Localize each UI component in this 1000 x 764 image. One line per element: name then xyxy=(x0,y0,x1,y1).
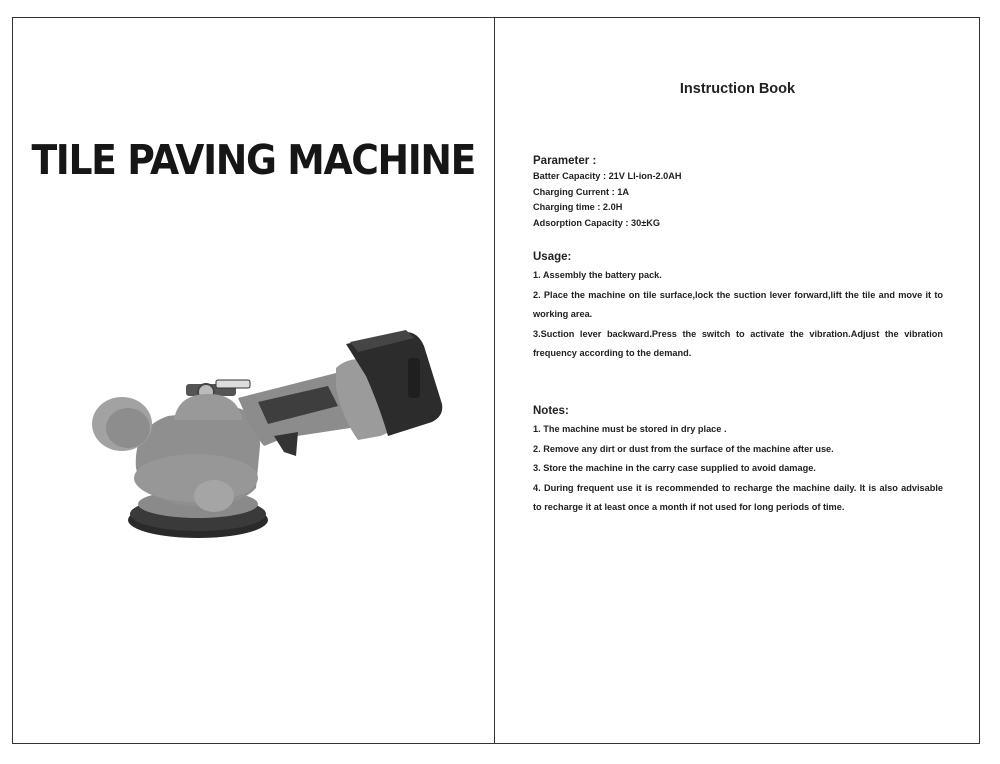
notes-item: 1. The machine must be stored in dry place . xyxy=(533,424,727,434)
parameter-line: Charging Current : 1A xyxy=(533,186,629,197)
usage-heading: Usage: xyxy=(533,251,572,263)
notes-item: 3. Store the machine in the carry case supplied to avoid damage. xyxy=(533,463,816,473)
notes-item: 2. Remove any dirt or dust from the surface of the machine after use. xyxy=(533,443,834,454)
usage-item: 3.Suction lever backward.Press the switch to activate the vibration.Adjust the vibration frequency according to the demand. xyxy=(533,328,943,358)
tile-paving-machine-image xyxy=(88,328,448,553)
notes-section xyxy=(533,405,943,518)
parameter-line: Charging time : 2.0H xyxy=(533,202,623,212)
notes-heading: Notes: xyxy=(533,405,569,417)
parameter-section xyxy=(533,155,943,231)
usage-item: 2. Place the machine on tile surface,lock the suction lever forward,lift the tile and move it to working area. xyxy=(533,289,943,319)
instruction-page xyxy=(495,17,980,744)
parameter-heading: Parameter : xyxy=(533,155,597,167)
parameter-line: Adsorption Capacity : 30±KG xyxy=(533,217,661,228)
notes-item: 4. During frequent use it is recommended to recharge the machine daily. It is also advisable to recharge it at least once a month if not used for long periods of time. xyxy=(533,482,943,512)
cover-title: TILE PAVING MACHINE xyxy=(31,136,475,184)
parameter-line: Batter Capacity : 21V LI-ion-2.0AH xyxy=(533,171,682,181)
usage-section xyxy=(533,251,943,364)
instruction-book-title: Instruction Book xyxy=(679,81,796,97)
usage-item: 1. Assembly the battery pack. xyxy=(533,270,662,280)
